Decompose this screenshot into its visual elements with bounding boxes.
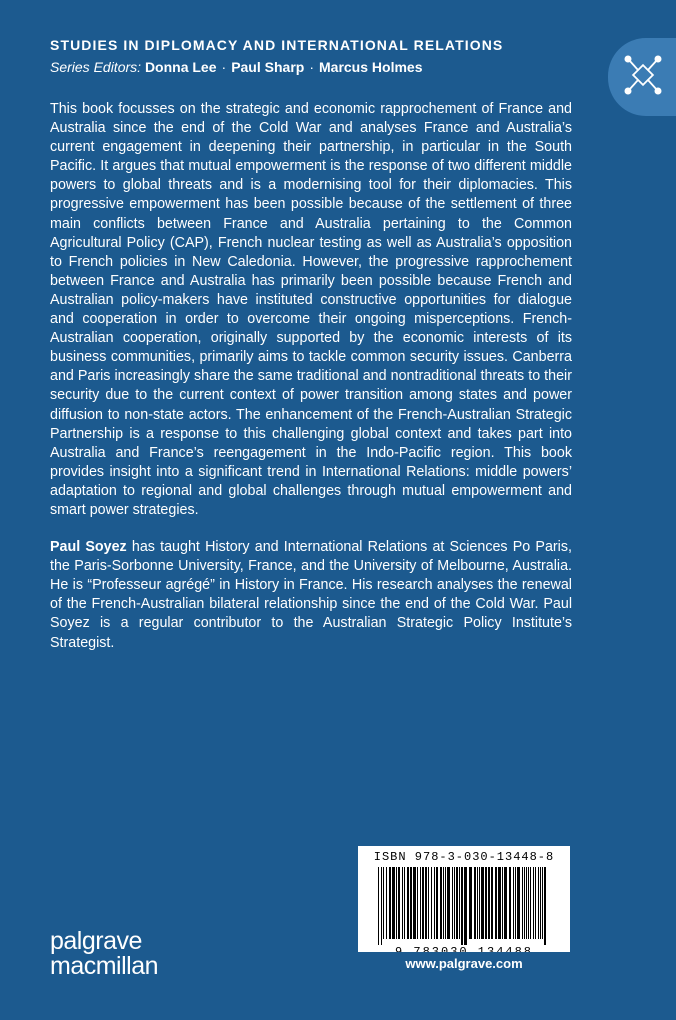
series-editors: [50, 59, 422, 75]
body-text: [50, 100, 572, 653]
blurb: This book focusses on the strategic and economic rapprochement of France and Australia since the end of the Cold War and analyses France and Australia’s current engagement in deepening their partnership, in particular in the South Pacific. It argues that mutual empowerment is the response of two different middle powers to global threats and is a modernising tool for their diplomacies. This progressive empowerment has been possible because of the settlement of three main conflicts between France and Australia pertaining to the Common Agricultural Policy (CAP), French nuclear testing as well as Australia’s opposition to French policies in New Caledonia. However, the progressive rapprochement between France and Australia has primarily been possible because French and Australian policy-makers have instituted constructive opportunities for dialogue and cooperation in order to overcome their ongoing misperceptions. French-Australian cooperation, originally supported by the economic interests of its business communities, primarily aims to tackle common security issues. Canberra and Paris increasingly share the same traditional and nontraditional threats to their security due to the current context of power transition among states and power diffusion to non-state actors. The enhancement of the French-Australian Strategic Partnership is a response to this challenging global context and takes part into Australia and France’s reengagement in the Indo-Pacific region. This book provides insight into a significant trend in International Relations: middle powers’ adaptation to regional and global challenges through mutual empowerment and smart power strategies.: [50, 101, 572, 518]
publisher-line-1: palgrave: [50, 927, 142, 955]
editor-name: Paul Sharp: [231, 59, 305, 75]
editor-name: Marcus Holmes: [319, 59, 423, 75]
barcode-box: [358, 846, 570, 976]
editor-separator: ·: [309, 59, 314, 75]
editor-name: Donna Lee: [144, 59, 217, 75]
barcode-icon: [378, 867, 550, 945]
series-title: STUDIES IN DIPLOMACY AND INTERNATIONAL RELATIONS: [50, 37, 504, 53]
publisher-logo: [50, 929, 158, 979]
isbn-label: ISBN 978-3-030-13448-8: [373, 850, 555, 864]
publisher-website[interactable]: www.palgrave.com: [358, 952, 570, 976]
author-bio-text: has taught History and International Relations at Sciences Po Paris, the Paris-Sorbonne University, France, and the University of Melbourne, Australia. He is “Professeur agrégé” in History in France. His research analyses the renewal of the French-Australian bilateral relationship since the end of the Cold War. Paul Soyez is a regular contributor to the Australian Strategic Policy Institute’s Strategist.: [50, 539, 572, 651]
palgrave-logo-icon: [620, 50, 668, 102]
author-bio: [50, 538, 572, 653]
logo-tab: [608, 38, 676, 116]
editor-separator: ·: [221, 59, 227, 75]
author-name: Paul Soyez: [50, 539, 127, 556]
publisher-line-2: macmillan: [50, 952, 159, 980]
editors-label: Series Editors:: [50, 59, 142, 75]
